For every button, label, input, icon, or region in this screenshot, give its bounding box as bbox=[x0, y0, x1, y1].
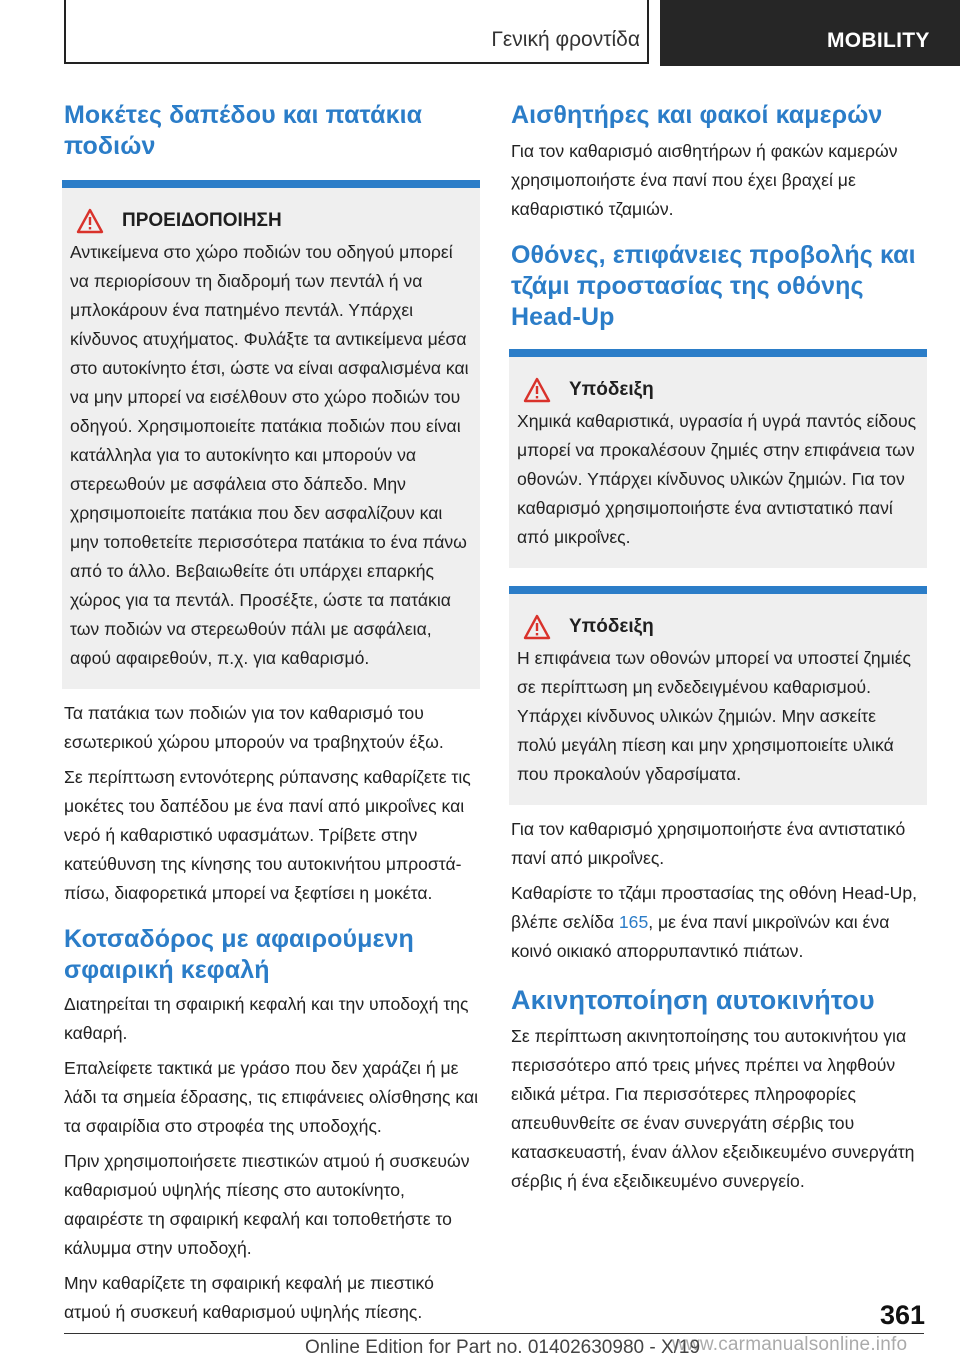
paragraph: Επαλείφετε τακτικά με γράσο που δεν χαράζει ή με λάδι τα σημεία έδρασης, τις επιφάνειες ολίσθησης και τα σφαιρίδια στο στροφέα της υποδοχής. bbox=[64, 1058, 479, 1136]
warning-box bbox=[62, 180, 480, 689]
paragraph: Τα πατάκια των ποδιών για τον καθαρισμό του εσωτερικού χώρου μπορούν να τραβηχτούν έξω. bbox=[64, 703, 444, 752]
notice-text: Χημικά καθαριστικά, υγρασία ή υγρά παντός είδους μπορεί να προκαλέσουν ζημιές στην επιφάνεια των οθονών. Υπάρχει κίνδυνος υλικών ζημιών. Για τον καθαρισμό χρησιμοποιήστε ένα αντιστατικό πανί από μικροΐνες. bbox=[517, 411, 917, 547]
header-section-title: Γενική φροντίδα bbox=[491, 28, 640, 51]
notice-text: Η επιφάνεια των οθονών μπορεί να υποστεί ζημιές σε περίπτωση μη ενδεδειγμένου καθαρισμού. Υπάρχει κίνδυνος υλικών ζημιών. Μην ασκείτε πολύ μεγάλη πίεση και μην χρησιμοποιείτε υλικά που προκαλούν γδαρσίματα. bbox=[517, 648, 912, 784]
heading-vehicle-storage: Ακινητοποίηση αυτοκινήτου bbox=[511, 985, 875, 1015]
paragraph: Σε περίπτωση εντονότερης ρύπανσης καθαρίζετε τις μοκέτες του δαπέδου με ένα πανί από μικροΐνες και νερό ή καθαριστικό υφασμάτων. Τρίβετε στην κατεύθυνση της κίνησης του αυτοκινήτου μπροστά-πίσω, διαφορετικά μπορεί να ξεφτίσει η μοκέτα. bbox=[64, 767, 471, 903]
page-number: 361 bbox=[880, 1300, 926, 1330]
warning-icon bbox=[76, 208, 104, 234]
paragraph: Πριν χρησιμοποιήσετε πιεστικών ατμού ή συσκευών καθαρισμού υψηλής πίεσης στο αυτοκίνητο, αφαιρέστε τη σφαιρική κεφαλή και τοποθετήστε το κάλυμμα στην υποδοχή. bbox=[64, 1151, 470, 1258]
paragraph-with-link bbox=[511, 879, 927, 966]
paragraph: Για τον καθαρισμό αισθητήρων ή φακών καμερών χρησιμοποιήστε ένα πανί που έχει βραχεί με καθαριστικό τζαμιών. bbox=[511, 141, 898, 219]
heading-displays: Οθόνες, επιφάνειες προβολής και τζάμι προστασίας της οθόνης Head-Up bbox=[511, 241, 916, 331]
header-chapter-tab bbox=[660, 0, 960, 66]
paragraph: Σε περίπτωση ακινητοποίησης του αυτοκινήτου για περισσότερο από τρεις μήνες πρέπει να ληφθούν ειδικά μέτρα. Για περισσότερες πληροφορίες απευθυνθείτε σε έναν συνεργάτη σέρβις του κατασκευαστή, έναν άλλον εξειδικευμένο συνεργάτη σέρβις ή ένα εξειδικευμένο συνεργείο. bbox=[511, 1026, 915, 1191]
warning-title-row bbox=[68, 208, 470, 234]
heading-tow-hitch: Κοτσαδόρος με αφαιρούμενη σφαιρική κεφαλή bbox=[64, 925, 414, 984]
notice-title-row bbox=[515, 614, 917, 640]
page-reference-link[interactable]: 165 bbox=[618, 912, 649, 932]
text-segment: Καθαρίστε το τζάμι προστασίας της οθόνη Head-Up, βλέπε σελίδα bbox=[511, 883, 918, 932]
notice-title: Υπόδειξη bbox=[569, 379, 654, 400]
paragraph: Για τον καθαρισμό χρησιμοποιήστε ένα αντιστατικό πανί από μικροΐνες. bbox=[511, 819, 906, 868]
footer-edition: Online Edition for Part no. 01402630980 - X/19 bbox=[305, 1337, 701, 1358]
notice-box bbox=[509, 349, 927, 568]
warning-title: ΠΡΟΕΙΔΟΠΟΙΗΣΗ bbox=[122, 210, 282, 231]
notice-title: Υπόδειξη bbox=[569, 616, 654, 637]
warning-icon bbox=[523, 614, 551, 640]
paragraph: Μην καθαρίζετε τη σφαιρική κεφαλή με πιεστικό ατμού ή συσκευή καθαρισμού υψηλής πίεσης. bbox=[64, 1273, 434, 1322]
paragraph: Διατηρείται τη σφαιρική κεφαλή και την υποδοχή της καθαρή. bbox=[64, 994, 469, 1043]
header-chapter-label: MOBILITY bbox=[827, 29, 930, 52]
right-column bbox=[511, 100, 927, 1202]
notice-box bbox=[509, 586, 927, 805]
warning-text: Αντικείμενα στο χώρο ποδιών του οδηγού μπορεί να περιορίσουν τη διαδρομή των πεντάλ ή να μπλοκάρουν ένα πατημένο πεντάλ. Υπάρχει κίνδυνος ατυχήματος. Φυλάξτε τα αντικείμενα μέσα στο αυτοκίνητο έτσι, ώστε να είναι ασφαλισμένα και να μην μπορεί να εισέλθουν στο χώρο ποδιών του οδηγού. Χρησιμοποιείτε πατάκια ποδιών που είναι κατάλληλα για το αυτοκίνητο και μπορούν να στερεωθούν με ασφάλεια στο δάπεδο. Μην χρησιμοποιείτε πατάκια που δεν ασφαλίζουν και μην τοποθετείτε περισσότερα πατάκια το ένα πάνω από το άλλο. Βεβαιωθείτε ότι υπάρχει επαρκής χώρος για τα πεντάλ. Προσέξτε, ώστε τα πατάκια των ποδιών να στερεωθούν πάλι με ασφάλεια, αφού αφαιρεθούν, π.χ. για καθαρισμό. bbox=[70, 242, 469, 668]
notice-title-row bbox=[515, 377, 917, 403]
heading-floor-mats: Μοκέτες δαπέδου και πατάκια ποδιών bbox=[64, 101, 423, 160]
warning-icon bbox=[523, 377, 551, 403]
left-column bbox=[64, 100, 480, 1333]
watermark: www.carmanualsonline.info bbox=[672, 1334, 908, 1355]
heading-sensors-cameras: Αισθητήρες και φακοί καμερών bbox=[511, 101, 883, 129]
text-segment: , με ένα πανί μικροϊνών και ένα κοινό οικιακό απορρυπαντικό πιάτων. bbox=[511, 912, 890, 961]
